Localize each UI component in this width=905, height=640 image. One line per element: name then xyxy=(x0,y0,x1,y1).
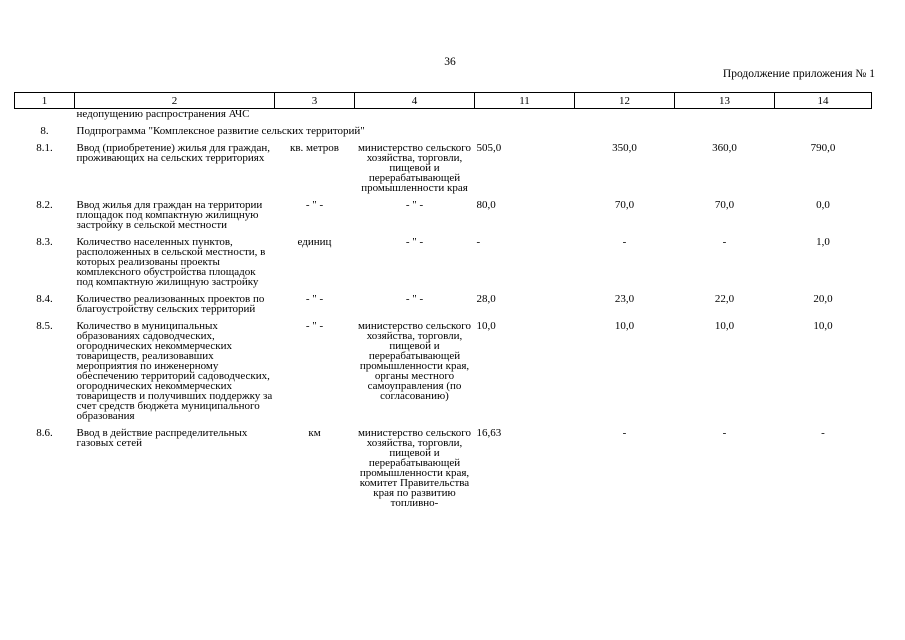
section-row xyxy=(15,126,872,143)
value-col12: 70,0 xyxy=(614,199,635,211)
value-col11: 28,0 xyxy=(476,293,496,305)
header-cell-col4: 4 xyxy=(355,93,475,109)
value-col11: 505,0 xyxy=(476,142,502,154)
indicator-name: Ввод (приобретение) жилья для граждан, проживающих на сельских территориях xyxy=(76,142,270,164)
unit-cell: - " - xyxy=(305,320,324,332)
value-col12: 10,0 xyxy=(614,320,635,332)
value-col13: 22,0 xyxy=(714,293,735,305)
unit-cell: единиц xyxy=(297,236,332,248)
table-row xyxy=(15,200,872,237)
header-cell-col11: 11 xyxy=(475,93,575,109)
value-col14: 0,0 xyxy=(816,199,830,211)
value-col14: 20,0 xyxy=(813,293,833,305)
responsible-cell: министерство сельского хозяйства, торговли, пищевой и перерабатывающей промышленности края, комитет Правительства края по развитию топливно- xyxy=(357,427,472,509)
responsible-cell: министерство сельского хозяйства, торговли, пищевой и перерабатывающей промышленности края, органы местного самоуправления (по согласованию) xyxy=(357,320,472,402)
value-col13: 360,0 xyxy=(712,142,737,154)
indicator-name: Ввод в действие распределительных газовых сетей xyxy=(76,427,248,449)
header-cell-col1: 1 xyxy=(15,93,75,109)
responsible-cell: министерство сельского хозяйства, торговли, пищевой и перерабатывающей промышленности края xyxy=(357,142,472,194)
carryover-text: недопущению распространения АЧС xyxy=(76,108,250,120)
continuation-label: Продолжение приложения № 1 xyxy=(722,68,875,80)
table-row xyxy=(15,321,872,428)
indicator-name: Ввод жилья для граждан на территории площадок под компактную жилищную застройку в сельской местности xyxy=(76,199,263,231)
indicators-table xyxy=(14,92,872,508)
table-row xyxy=(15,294,872,321)
unit-cell: - " - xyxy=(305,199,324,211)
section-title: Подпрограмма "Комплексное развитие сельских территорий" xyxy=(76,125,365,137)
header-row xyxy=(15,93,872,109)
unit-cell: км xyxy=(308,427,321,439)
header-cell-col2: 2 xyxy=(75,93,275,109)
header-cell-col12: 12 xyxy=(575,93,675,109)
value-col12: 23,0 xyxy=(614,293,635,305)
header-cell-col13: 13 xyxy=(675,93,775,109)
value-col11: 80,0 xyxy=(476,199,496,211)
value-col14: 790,0 xyxy=(810,142,836,154)
responsible-cell: - " - xyxy=(405,199,424,211)
value-col13: - xyxy=(722,236,727,248)
section-number: 8. xyxy=(40,125,49,137)
value-col13: 70,0 xyxy=(714,199,735,211)
header-cell-col14: 14 xyxy=(775,93,872,109)
row-number: 8.5. xyxy=(36,320,53,332)
indicator-name: Количество реализованных проектов по благоустройству сельских территорий xyxy=(76,293,265,315)
unit-cell: - " - xyxy=(305,293,324,305)
row-number: 8.6. xyxy=(36,427,53,439)
value-col11: 16,63 xyxy=(476,427,502,439)
value-col12: - xyxy=(622,427,627,439)
value-col14: 1,0 xyxy=(816,236,830,248)
row-number: 8.2. xyxy=(36,199,53,211)
responsible-cell: - " - xyxy=(405,236,424,248)
unit-cell: кв. метров xyxy=(289,142,340,154)
value-col12: 350,0 xyxy=(612,142,637,154)
responsible-cell: - " - xyxy=(405,293,424,305)
value-col12: - xyxy=(622,236,627,248)
page-number: 36 xyxy=(444,56,456,68)
value-col11: 10,0 xyxy=(476,320,496,332)
value-col14: - xyxy=(821,427,825,439)
value-col11: - xyxy=(476,236,481,248)
value-col13: - xyxy=(722,427,727,439)
table-row xyxy=(15,237,872,294)
header-cell-col3: 3 xyxy=(275,93,355,109)
table-row xyxy=(15,143,872,200)
table-row xyxy=(15,428,872,508)
row-number: 8.1. xyxy=(36,142,53,154)
row-number: 8.3. xyxy=(36,236,53,248)
value-col13: 10,0 xyxy=(714,320,735,332)
value-col14: 10,0 xyxy=(813,320,833,332)
indicator-name: Количество населенных пунктов, расположенных в сельской местности, в которых реализованы проекты комплексного обустройства площадок под компактную жилищную застройку xyxy=(76,236,266,288)
row-number: 8.4. xyxy=(36,293,53,305)
carryover-row xyxy=(15,109,872,127)
indicator-name: Количество в муниципальных образованиях садоводческих, огороднических некоммерческих товариществ, реализовавших мероприятия по инженерному обеспечению территорий садоводческих, огороднических некоммерческих товариществ и получивших поддержку за счет средств бюджета муниципального образования xyxy=(76,320,273,422)
